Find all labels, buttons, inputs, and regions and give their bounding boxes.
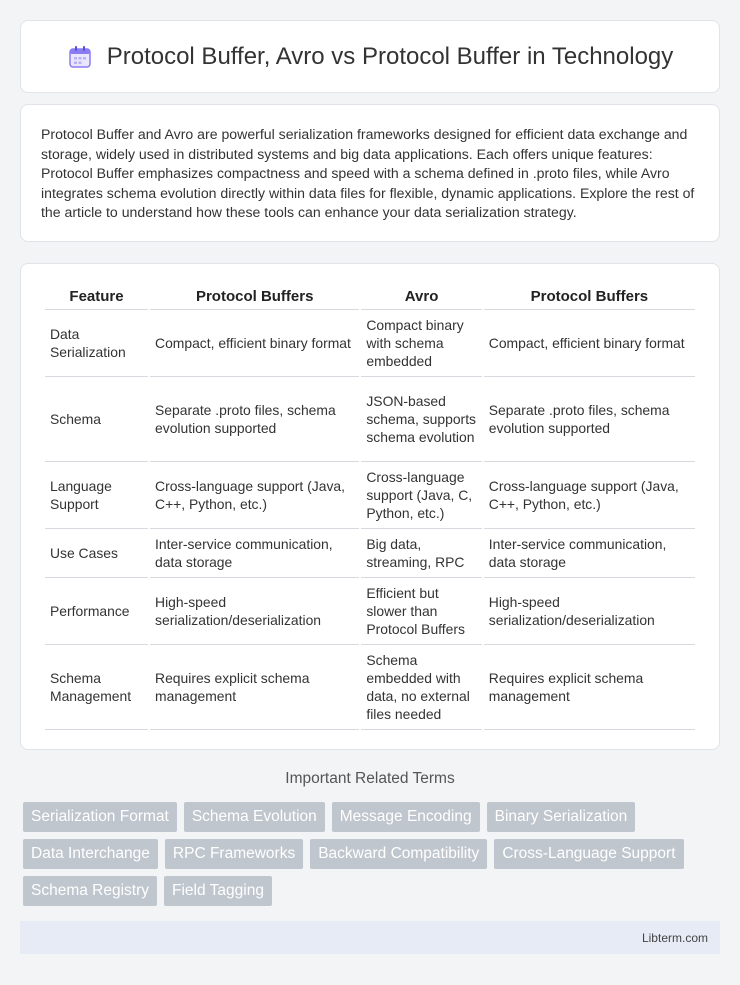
table-cell: Schema [45,377,148,462]
table-cell: Cross-language support (Java, C, Python, etc.) [361,462,481,529]
related-terms-title: Important Related Terms [285,770,455,787]
footer-site-link[interactable]: Libterm.com [641,930,708,945]
page-title: Protocol Buffer, Avro vs Protocol Buffer in Technology [106,42,674,70]
table-row [45,310,695,377]
table-cell: Requires explicit schema management [150,645,359,730]
term-tag[interactable]: Serialization Format [23,802,177,832]
title-card [20,20,720,93]
table-row [45,529,695,578]
table-row [45,645,695,730]
term-tag[interactable]: Schema Registry [23,876,157,906]
header-feature: Feature [45,284,148,310]
comparison-table-card [20,263,720,750]
term-tag[interactable]: Message Encoding [332,802,480,832]
table-cell: Language Support [45,462,148,529]
table-cell: Big data, streaming, RPC [361,529,481,578]
table-cell: Use Cases [45,529,148,578]
header-protocol-buffers: Protocol Buffers [150,284,359,310]
table-header-row [45,284,695,310]
table-row [45,377,695,462]
calendar-icon [67,44,93,70]
intro-text: Protocol Buffer and Avro are powerful serialization frameworks designed for efficient data exchange and storage, widely used in distributed systems and big data applications. Each offers unique features: Protocol Buffer emphasizes compactness and speed with a schema defined in .proto files, while Avro integrates schema evolution directly within data files for flexible, dynamic applications. Explore the rest of the article to understand how these tools can enhance your data serialization strategy. [41,126,695,221]
table-cell: High-speed serialization/deserialization [484,578,695,645]
table-cell: JSON-based schema, supports schema evolution [361,377,481,462]
table-cell: Inter-service communication, data storage [150,529,359,578]
table-cell: Performance [45,578,148,645]
term-tag[interactable]: Cross-Language Support [494,839,683,869]
table-cell: Separate .proto files, schema evolution supported [150,377,359,462]
term-tag[interactable]: RPC Frameworks [165,839,303,869]
table-cell: Schema embedded with data, no external files needed [361,645,481,730]
header-avro: Avro [361,284,481,310]
table-cell: Separate .proto files, schema evolution supported [484,377,695,462]
table-cell: Schema Management [45,645,148,730]
header-protocol-buffers-2: Protocol Buffers [484,284,695,310]
table-cell: Compact, efficient binary format [150,310,359,377]
term-tag[interactable]: Binary Serialization [487,802,636,832]
term-tag[interactable]: Data Interchange [23,839,158,869]
term-tag[interactable]: Backward Compatibility [310,839,487,869]
table-cell: Data Serialization [45,310,148,377]
table-cell: Inter-service communication, data storage [484,529,695,578]
table-row [45,578,695,645]
table-cell: Compact, efficient binary format [484,310,695,377]
table-cell: Cross-language support (Java, C++, Python, etc.) [484,462,695,529]
table-cell: High-speed serialization/deserialization [150,578,359,645]
term-tag[interactable]: Schema Evolution [184,802,325,832]
comparison-table [43,284,697,730]
intro-card [20,104,720,242]
footer [20,921,720,954]
table-cell: Compact binary with schema embedded [361,310,481,377]
related-terms-list [23,802,723,906]
term-tag[interactable]: Field Tagging [164,876,272,906]
table-cell: Requires explicit schema management [484,645,695,730]
table-cell: Efficient but slower than Protocol Buffers [361,578,481,645]
table-row [45,462,695,529]
table-cell: Cross-language support (Java, C++, Python, etc.) [150,462,359,529]
